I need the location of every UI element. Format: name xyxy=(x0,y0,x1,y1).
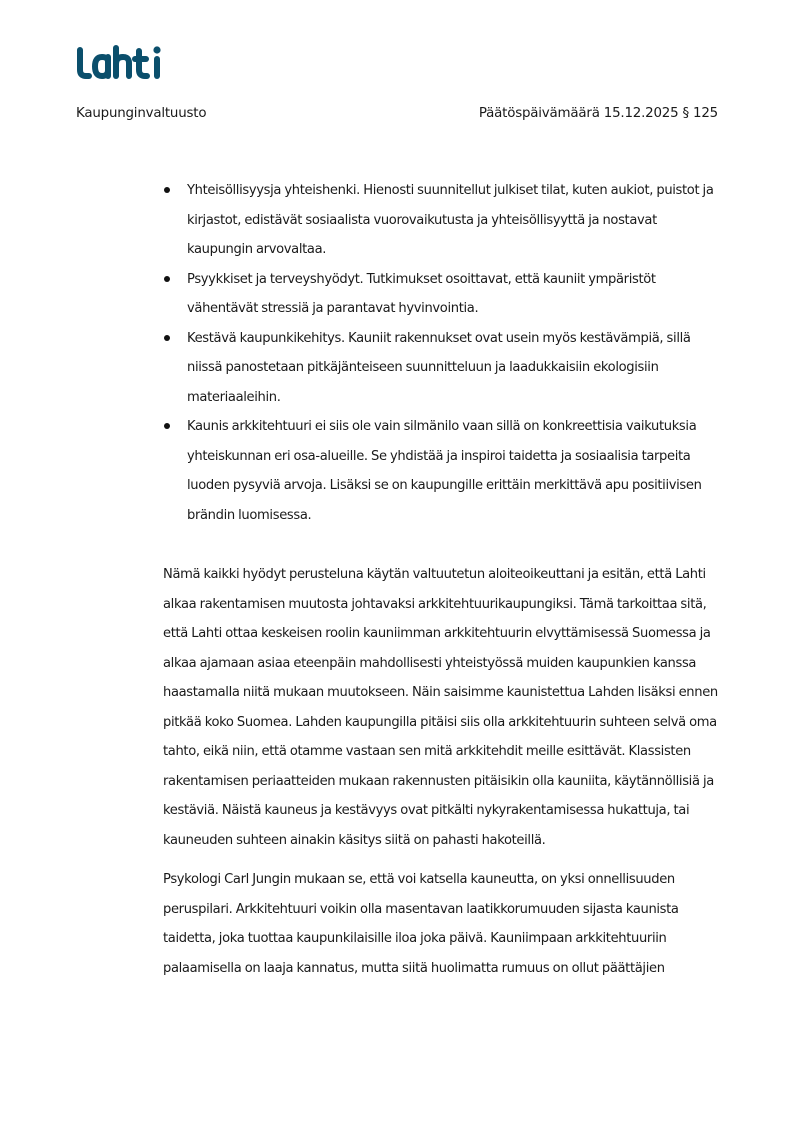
document-body xyxy=(163,176,723,983)
paragraph-jung: Psykologi Carl Jungin mukaan se, että voi katsella kauneutta, on yksi onnellisuuden peruspilari. Arkkitehtuuri voikin olla masentavan laatikkorumuuden sijasta kaunista taidetta, joka tuottaa kaupunkilaisille iloa joka päivä. Kauniimpaan arkkitehtuuriin palaamisella on laaja kannatus, mutta siitä huolimatta rumuus on ollut päättäjien xyxy=(163,872,679,976)
lahti-logo xyxy=(75,42,167,84)
bullet-icon xyxy=(164,335,170,341)
list-item-text: Yhteisöllisyysja yhteishenki. Hienosti suunnitellut julkiset tilat, kuten aukiot, puistot ja kirjastot, edistävät sosiaalista vuorovaikutusta ja yhteisöllisyyttä ja nostavat kaupungin arvovaltaa. xyxy=(187,183,714,257)
list-item xyxy=(163,324,723,413)
bullet-icon xyxy=(164,276,170,282)
council-name: Kaupunginvaltuusto xyxy=(76,106,207,121)
list-item xyxy=(163,412,723,530)
paragraph-proposal: Nämä kaikki hyödyt perusteluna käytän valtuutetun aloiteoikeuttani ja esitän, että Lahti alkaa rakentamisen muutosta johtavaksi arkkitehtuurikaupungiksi. Tämä tarkoittaa sitä, että Lahti ottaa keskeisen roolin kauniimman arkkitehtuurin elvyttämisessä Suomessa ja alkaa ajamaan asiaa eteenpäin mahdollisesti yhteistyössä muiden kaupunkien kanssa haastamalla niitä mukaan muutokseen. Näin saisimme kaunistettua Lahden lisäksi ennen pitkää koko Suomea. Lahden kaupungilla pitäisi siis olla arkkitehtuurin suhteen selvä oma tahto, eikä niin, että otamme vastaan sen mitä arkkitehdit meille esittävät. Klassisten rakentamisen periaatteiden mukaan rakennusten pitäisikin olla kauniita, käytännöllisiä ja kestäviä. Näistä kauneus ja kestävyys ovat pitkälti nykyrakentamisessa hukattuja, tai kauneuden suhteen ainakin käsitys siitä on pahasti hakoteillä. xyxy=(163,567,718,848)
bullet-icon xyxy=(164,187,170,193)
list-item-text: Psyykkiset ja terveyshyödyt. Tutkimukset osoittavat, että kauniit ympäristöt vähentävät stressiä ja parantavat hyvinvointia. xyxy=(187,271,656,316)
decision-date: Päätöspäivämäärä 15.12.2025 § 125 xyxy=(478,106,718,121)
list-item xyxy=(163,176,723,265)
bullet-icon xyxy=(164,423,170,429)
benefits-list xyxy=(163,176,723,530)
list-item xyxy=(163,265,723,324)
lahti-logo-mark xyxy=(75,42,167,84)
list-item-text: Kaunis arkkitehtuuri ei siis ole vain silmänilo vaan sillä on konkreettisia vaikutuksia yhteiskunnan eri osa-alueille. Se yhdistää ja inspiroi taidetta ja sosiaalisia tarpeita luoden pysyviä arvoja. Lisäksi se on kaupungille erittäin merkittävä apu positiivisen brändin luomisessa. xyxy=(187,419,702,523)
list-item-text: Kestävä kaupunkikehitys. Kauniit rakennukset ovat usein myös kestävämpiä, sillä niissä panostetaan pitkäjänteiseen suunnitteluun ja laadukkaisiin ekologisiin materiaaleihin. xyxy=(187,330,691,405)
